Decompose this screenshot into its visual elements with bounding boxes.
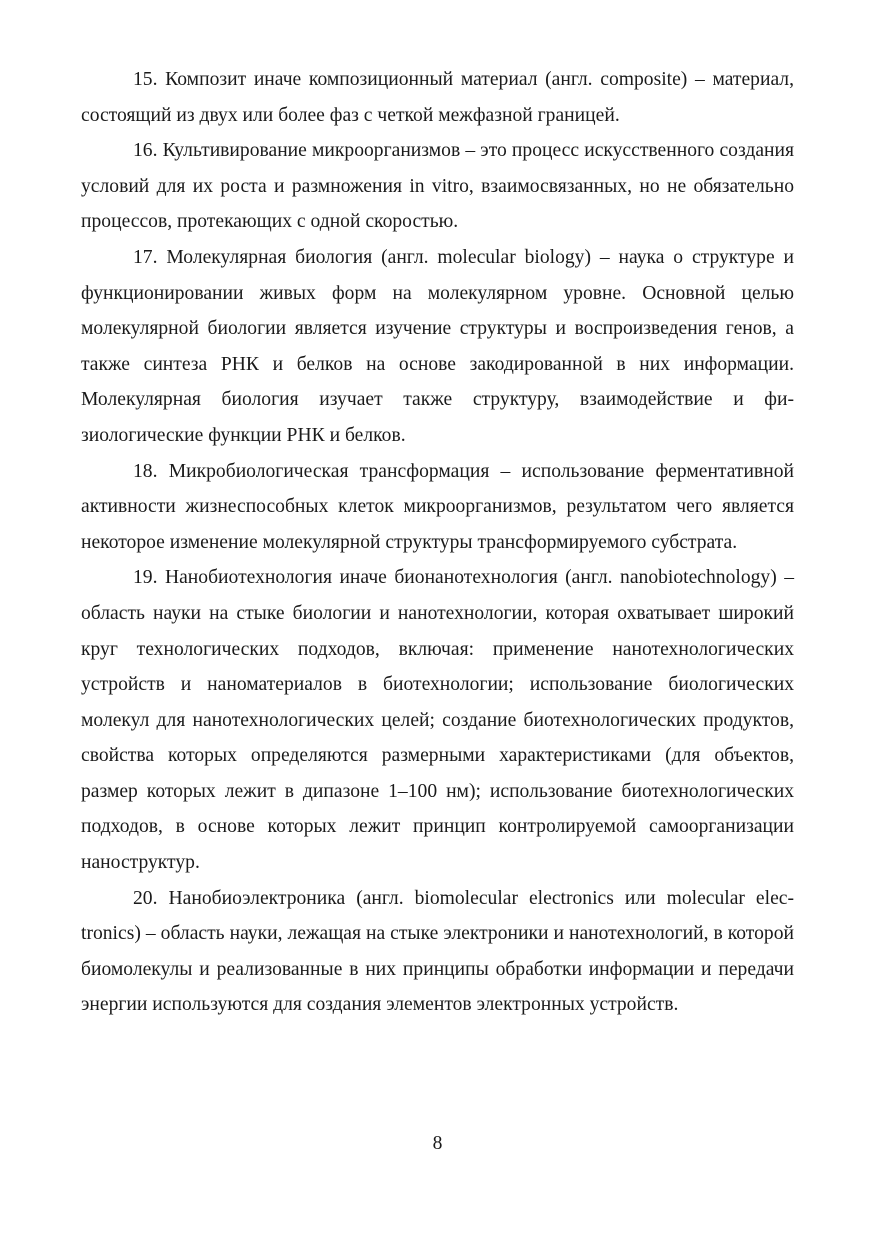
- paragraph-18-microbial-transformation: 18. Микробиологическая трансформация – использование ферментативной активности жизнеспособных клеток микроорганизмов, результатом чего является некоторое изменение молекулярной структуры трансформируемого субстрата.: [81, 460, 794, 553]
- paragraph-17-molecular-biology: 17. Молекулярная биология (англ. molecular biology) – наука о структуре и функционировании живых форм на молекулярном уровне. Основной целью молекулярной биологии является изучение структуры и воспроизведения генов, а также синтеза РНК и белков на основе закодированной в них информации. Молекулярная биология изучает также структуру, взаимодействие и физиологические функции РНК и белков.: [81, 246, 794, 446]
- paragraph-15-composite: 15. Композит иначе композиционный материал (англ. composite) – материал, состоящий из двух или более фаз с четкой межфазной границей.: [81, 69, 794, 126]
- page-body: [81, 62, 794, 1023]
- paragraph-16-cultivation: 16. Культивирование микроорганизмов – это процесс искусственного создания условий для их роста и размножения in vitro, взаимосвязанных, но не обязательно процессов, протекающих с одной скоростью.: [81, 140, 794, 233]
- paragraph-19-nanobiotechnology: 19. Нанобиотехнология иначе бионанотехнология (англ. nanobiotechnology) – область науки на стыке биологии и нанотехнологии, которая охватывает широкий круг технологических подходов, включая: применение нанотехнологических устройств и наноматериалов в биотехнологии; использование биологических молекул для нанотехнологических целей; создание биотехнологических продуктов, свойства которых определяются размерными характеристиками (для объектов, размер которых лежит в дипазоне 1–100 нм); использование биотехнологических подходов, в основе которых лежит принцип контролируемой самоорганизации наноструктур.: [81, 567, 794, 874]
- paragraph-20-nanobioelectronics: 20. Нанобиоэлектроника (англ. biomolecular electronics или molecular electronics) – область науки, лежащая на стыке электроники и нанотехнологий, в которой биомолекулы и реализованные в них принципы обработки информации и передачи энергии используются для создания элементов электронных устройств.: [81, 887, 794, 1016]
- page-number: 8: [432, 1133, 443, 1154]
